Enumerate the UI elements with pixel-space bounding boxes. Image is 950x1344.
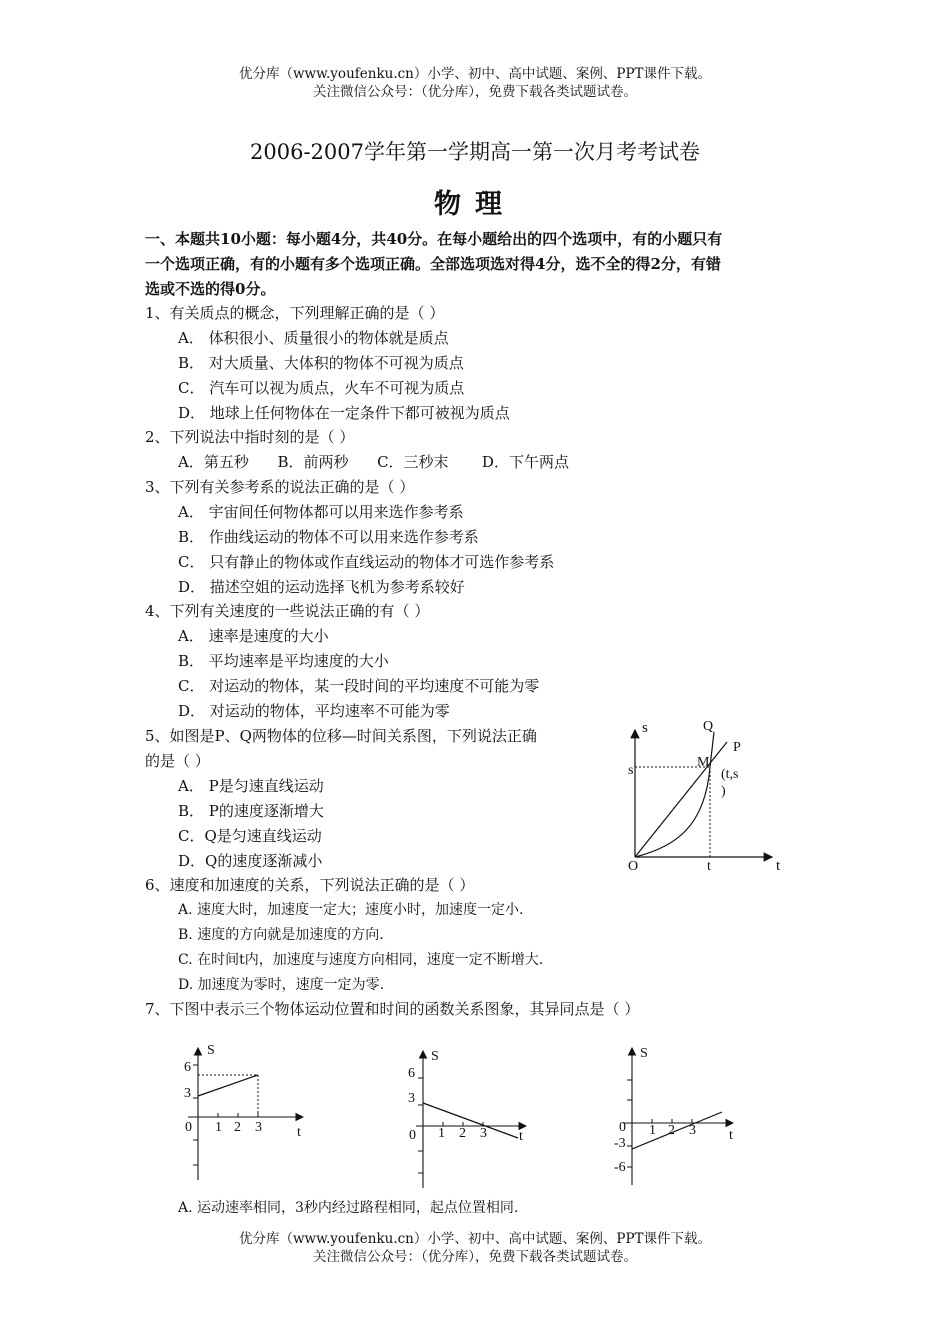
question-7-stem: 7、下图中表示三个物体运动位置和时间的函数关系图象，其异同点是（ ） — [145, 1000, 640, 1018]
section-instruction-line3: 选或不选的得0分。 — [145, 280, 276, 298]
exam-title: 2006-2007学年第一学期高一第一次月考考试卷 — [250, 140, 700, 164]
section-instruction-line1: 一、本题共10小题：每小题4分，共40分。在每小题给出的四个选项中，有的小题只有 — [145, 230, 723, 248]
question-4-option-d: D． 对运动的物体，平均速率不可能为零 — [178, 702, 450, 720]
svg-text:2: 2 — [668, 1123, 675, 1138]
svg-text:-6: -6 — [614, 1160, 626, 1175]
svg-text:S: S — [640, 1046, 648, 1061]
section-instruction-line2: 一个选项正确，有的小题有多个选项正确。全部选项选对得4分，选不全的得2分，有错 — [145, 255, 721, 273]
site-footer-line1: 优分库（www.youfenku.cn）小学、初中、高中试题、案例、PPT课件下载。 — [238, 1231, 712, 1247]
svg-text:S: S — [431, 1049, 439, 1064]
graph-3-line — [632, 1112, 722, 1149]
question-1-option-b: B． 对大质量、大体积的物体不可视为质点 — [178, 354, 464, 372]
svg-text:6: 6 — [184, 1060, 191, 1075]
svg-text:1: 1 — [649, 1123, 656, 1138]
label-p: P — [733, 740, 741, 755]
question-4-option-a: A． 速率是速度的大小 — [178, 627, 329, 645]
question-1-option-d: D． 地球上任何物体在一定条件下都可被视为质点 — [178, 404, 510, 422]
svg-text:0: 0 — [619, 1120, 626, 1135]
svg-text:t: t — [729, 1128, 733, 1143]
question-4-option-c: C． 对运动的物体，某一段时间的平均速度不可能为零 — [178, 677, 540, 695]
question-5-option-c: C．Q是匀速直线运动 — [178, 827, 322, 845]
svg-text:t: t — [297, 1125, 301, 1140]
t-mark-label: t — [707, 859, 711, 874]
question-3-option-d: D． 描述空姐的运动选择飞机为参考系较好 — [178, 578, 465, 596]
svg-text:3: 3 — [255, 1120, 262, 1135]
point-label-1: (t,s — [721, 767, 739, 782]
svg-text:0: 0 — [185, 1120, 192, 1135]
question-6-option-a: A. 速度大时，加速度一定大；速度小时，加速度一定小. — [178, 902, 524, 918]
question-3-option-b: B． 作曲线运动的物体不可以用来选作参考系 — [178, 528, 479, 546]
point-label-2: ) — [721, 784, 726, 799]
s-mark-label: s — [628, 763, 634, 778]
question-3-stem: 3、下列有关参考系的说法正确的是（ ） — [145, 478, 415, 496]
label-m: M — [697, 755, 710, 770]
svg-text:3: 3 — [408, 1091, 415, 1106]
site-footer-line2: 关注微信公众号：（优分库），免费下载各类试题试卷。 — [313, 1249, 637, 1265]
svg-text:2: 2 — [459, 1126, 466, 1141]
svg-text:t: t — [519, 1129, 523, 1144]
site-header-line1: 优分库（www.youfenku.cn）小学、初中、高中试题、案例、PPT课件下载。 — [238, 66, 712, 82]
question-1-option-c: C． 汽车可以视为质点，火车不可视为质点 — [178, 379, 465, 397]
figure-q7-graph-2 — [398, 1043, 543, 1193]
question-1-stem: 1、有关质点的概念，下列理解正确的是（ ） — [145, 304, 445, 322]
svg-text:S: S — [207, 1043, 215, 1058]
question-4-option-b: B． 平均速率是平均速度的大小 — [178, 652, 389, 670]
svg-text:0: 0 — [409, 1128, 416, 1143]
site-header-line2: 关注微信公众号：（优分库），免费下载各类试题试卷。 — [313, 84, 637, 100]
svg-text:3: 3 — [184, 1086, 191, 1101]
question-5-stem: 5、如图是P、Q两物体的位移—时间关系图，下列说法正确 — [145, 727, 537, 745]
question-3-option-c: C． 只有静止的物体或作直线运动的物体才可选作参考系 — [178, 553, 555, 571]
s-axis-label: s — [642, 720, 648, 736]
question-6-option-c: C. 在时间t内，加速度与速度方向相同，速度一定不断增大. — [178, 952, 544, 968]
svg-text:2: 2 — [234, 1120, 241, 1135]
question-7-option-a: A. 运动速率相同，3秒内经过路程相同，起点位置相同. — [178, 1200, 519, 1216]
question-5-stem-cont: 的是（ ） — [145, 752, 210, 770]
svg-text:1: 1 — [215, 1120, 222, 1135]
question-6-option-d: D. 加速度为零时，速度一定为零. — [178, 977, 385, 993]
svg-text:1: 1 — [438, 1126, 445, 1141]
subject-title: 物理 — [434, 189, 516, 220]
question-5-option-b: B． P的速度逐渐增大 — [178, 802, 324, 820]
question-5-option-d: D．Q的速度逐渐减小 — [178, 852, 323, 870]
graph-1-line — [198, 1075, 258, 1096]
question-3-option-a: A． 宇宙间任何物体都可以用来选作参考系 — [178, 503, 464, 521]
figure-position-time-pq — [615, 712, 795, 877]
question-4-stem: 4、下列有关速度的一些说法正确的有（ ） — [145, 602, 430, 620]
origin-label: O — [628, 859, 639, 874]
question-2-options: A．第五秒 B．前两秒 C．三秒末 D．下午两点 — [178, 453, 569, 471]
question-5-option-a: A． P是匀速直线运动 — [178, 777, 324, 795]
figure-q7-graph-3 — [605, 1040, 750, 1190]
line-p — [635, 742, 727, 857]
svg-text:-3: -3 — [614, 1136, 626, 1151]
question-6-stem: 6、速度和加速度的关系，下列说法正确的是（ ） — [145, 876, 475, 894]
question-2-stem: 2、下列说法中指时刻的是（ ） — [145, 428, 355, 446]
figure-q7-graph-1 — [170, 1040, 320, 1190]
question-6-option-b: B. 速度的方向就是加速度的方向. — [178, 927, 384, 943]
t-axis-label: t — [776, 858, 781, 874]
question-1-option-a: A． 体积很小、质量很小的物体就是质点 — [178, 329, 449, 347]
svg-text:3: 3 — [689, 1123, 696, 1138]
svg-text:3: 3 — [480, 1126, 487, 1141]
curve-q — [635, 732, 714, 857]
label-q: Q — [703, 719, 714, 734]
svg-text:6: 6 — [408, 1066, 415, 1081]
